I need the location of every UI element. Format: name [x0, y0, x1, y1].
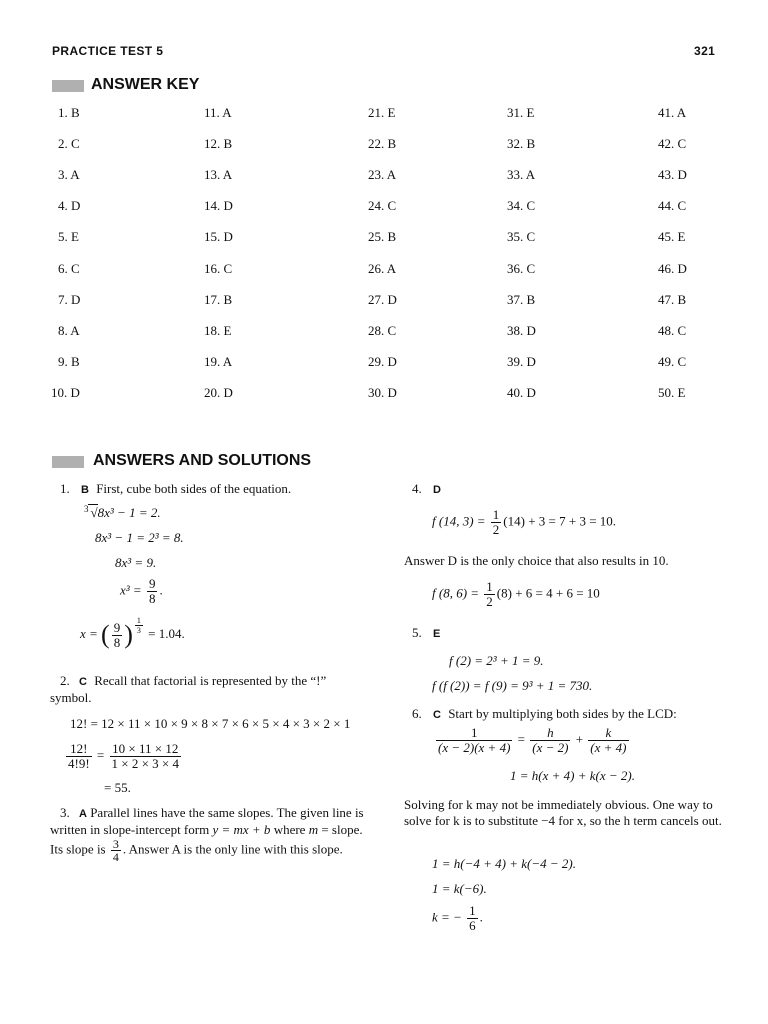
answer-key-item: 19. A	[204, 354, 233, 369]
answer-key-item: 32. B	[507, 136, 536, 151]
answer-key-item: 7. D	[58, 292, 81, 307]
answer-key-item: 4. D	[58, 198, 81, 213]
section-bar	[52, 80, 84, 92]
answer-key-item: 20. D	[204, 385, 233, 400]
solution-6-text: Solving for k may not be immediately obvious. One way to solve for k is to substitute −4 for x, so the h term cancels out.	[404, 797, 722, 828]
answer-key-item: 14. D	[204, 198, 233, 213]
solution-2-line-1: 12! = 12 × 11 × 10 × 9 × 8 × 7 × 6 × 5 × 4 × 3 × 2 × 1	[70, 716, 351, 731]
answer-key-item: 47. B	[658, 292, 687, 307]
answer-key-item: 49. C	[658, 354, 687, 369]
solution-1-line-3: 8x³ = 9.	[115, 555, 157, 570]
answer-key-item: 21. E	[368, 105, 396, 120]
running-header-title: PRACTICE TEST 5	[52, 44, 164, 58]
answer-key-item: 45. E	[658, 229, 686, 244]
solution-5-line-1: f (2) = 2³ + 1 = 9.	[449, 653, 544, 668]
answer-key-item: 25. B	[368, 229, 397, 244]
solution-6-line-2: 1 = h(x + 4) + k(x − 2).	[510, 768, 635, 783]
answer-key-item: 11. A	[204, 105, 232, 120]
answer-key-item: 18. E	[204, 323, 232, 338]
solution-6-header: 6. C Start by multiplying both sides by the LCD:	[412, 706, 677, 721]
solution-4-header: 4. D	[412, 481, 441, 496]
answer-key-item: 42. C	[658, 136, 687, 151]
solution-5-header: 5. E	[412, 625, 441, 640]
answer-key-item: 24. C	[368, 198, 397, 213]
solution-6-line-4: 1 = k(−6).	[432, 881, 487, 896]
answer-key-item: 6. C	[58, 261, 80, 276]
solution-1-line-4: x³ = $\frac{9}{8}$ .	[120, 576, 163, 606]
answer-key-item: 35. C	[507, 229, 536, 244]
solution-4-text: Answer D is the only choice that also results in 10.	[404, 553, 669, 568]
answer-key-item: 48. C	[658, 323, 687, 338]
answer-key-item: 15. D	[204, 229, 233, 244]
answer-key-item: 3. A	[58, 167, 80, 182]
answer-key-item: 9. B	[58, 354, 80, 369]
answer-key-item: 41. A	[658, 105, 687, 120]
answer-key-item: 39. D	[507, 354, 536, 369]
page-number: 321	[694, 44, 716, 58]
solution-6-line-5: k = − $\frac{1}{6}$ .	[432, 903, 483, 933]
solution-1-line-1: $^3$ √8x³ − 1 = 2.	[84, 504, 161, 520]
answer-key-item: 26. A	[368, 261, 397, 276]
answer-key-item: 31. E	[507, 105, 535, 120]
solution-1-line-5: x = ( $\frac{9}{8}$ ) $\frac{1}{3}$ = 1.04.	[80, 616, 185, 650]
answer-key-item: 44. C	[658, 198, 687, 213]
solution-2-line-3: = 55.	[104, 780, 131, 795]
answer-key-item: 46. D	[658, 261, 687, 276]
answer-key-item: 38. D	[507, 323, 536, 338]
answer-key-item: 37. B	[507, 292, 536, 307]
answer-key-item: 1. B	[58, 105, 80, 120]
section-bar	[52, 456, 84, 468]
answer-key-item: 16. C	[204, 261, 233, 276]
solution-5-line-2: f (f (2)) = f (9) = 9³ + 1 = 730.	[432, 678, 593, 693]
answer-key-item: 13. A	[204, 167, 233, 182]
answer-key-item: 50. E	[658, 385, 686, 400]
answer-key-item: 27. D	[368, 292, 397, 307]
solution-6-line-1: $\frac{1}{(x - 2)(x + 4)}$ = $\frac{h}{(x - 2)}$ + $\frac{k}{(x + 4)}$	[438, 725, 627, 755]
solutions-title: ANSWERS AND SOLUTIONS	[93, 452, 312, 469]
solution-4-line-1: f (14, 3) = $\frac{1}{2}$ (14) + 3 = 7 + 3 = 10.	[432, 507, 617, 537]
solution-1-line-2: 8x³ − 1 = 2³ = 8.	[95, 530, 184, 545]
answer-key-item: 2. C	[58, 136, 80, 151]
solution-6-line-3: 1 = h(−4 + 4) + k(−4 − 2).	[432, 856, 576, 871]
answer-key-item: 28. C	[368, 323, 397, 338]
answer-key-item: 23. A	[368, 167, 397, 182]
answer-key-item: 17. B	[204, 292, 233, 307]
answer-key-item: 10. D	[51, 385, 80, 400]
answer-key-item: 43. D	[658, 167, 687, 182]
answer-key-item: 33. A	[507, 167, 536, 182]
solution-2-header: 2. C Recall that factorial is represented by the “!” symbol.	[50, 673, 327, 705]
answer-key-item: 29. D	[368, 354, 397, 369]
answer-key-item: 40. D	[507, 385, 536, 400]
answer-key-item: 12. B	[204, 136, 233, 151]
solution-1-header: 1. B First, cube both sides of the equation.	[60, 481, 292, 496]
solution-3: 3. A Parallel lines have the same slopes. The given line is written in slope-intercept form y = mx + b where m = slope. Its slope is $\frac{3}{4}$ . Answer A is the only line with this slope.	[50, 805, 364, 864]
answer-key-title: ANSWER KEY	[91, 76, 200, 93]
answer-key-item: 22. B	[368, 136, 397, 151]
answer-key-item: 5. E	[58, 229, 79, 244]
answer-key-item: 8. A	[58, 323, 80, 338]
solution-4-line-2: f (8, 6) = $\frac{1}{2}$ (8) + 6 = 4 + 6 = 10	[432, 579, 600, 609]
answer-key-item: 34. C	[507, 198, 536, 213]
solution-2-line-2: $\frac{12!}{4!9!}$ = $\frac{10 \times 11 \times 12}{1 \times 2 \times 3 \times 4}$	[68, 741, 180, 771]
answer-key-item: 30. D	[368, 385, 397, 400]
answer-key-item: 36. C	[507, 261, 536, 276]
